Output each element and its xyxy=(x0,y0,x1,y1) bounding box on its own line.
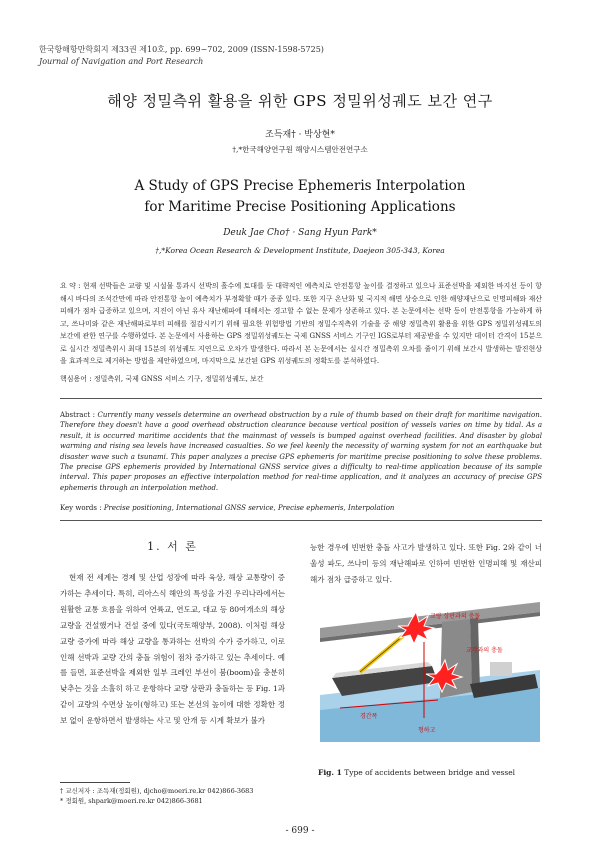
keywords-ko xyxy=(60,374,542,384)
page-number: - 699 - xyxy=(285,826,315,836)
footnote-rule xyxy=(60,782,130,783)
label-channel-width: 경간폭 xyxy=(360,713,378,720)
bridge-deck xyxy=(320,602,540,638)
paper-title-ko: 해양 정밀측위 활용을 위한 GPS 정밀위성궤도 보간 연구 xyxy=(107,92,493,110)
authors-en: Deuk Jae Cho† · Sang Hyun Park* xyxy=(223,228,377,238)
section-title: 1. 서 론 xyxy=(147,540,198,553)
paper-title-en xyxy=(0,176,600,218)
footnotes xyxy=(60,786,253,806)
label-deck-collision: 교량 상판과의 충돌 xyxy=(430,613,481,620)
label-clearance: 형하고 xyxy=(418,727,436,734)
body-text-left xyxy=(60,570,285,729)
keywords-en-text: Precise positioning, International GNSS service, Precise ephemeris, Interpolation xyxy=(103,504,395,512)
keywords-ko-text: 정밀측위, 국제 GNSS 서비스 기구, 정밀위성궤도, 보간 xyxy=(93,375,264,383)
paper-title-en-line1: A Study of GPS Precise Ephemeris Interpolation xyxy=(134,178,466,194)
label-pier-collision: 교각과의 충돌 xyxy=(466,647,503,654)
journal-info-ko: 한국항해항만학회지 제33권 제10호, pp. 699~702, 2009 (ISSN-1598-5725) xyxy=(39,45,324,54)
figure-caption-text: Type of accidents between bridge and vessel xyxy=(344,768,516,777)
affiliation-en: †,*Korea Ocean Research & Development Institute, Daejeon 305-343, Korea xyxy=(155,246,445,255)
footnote-corresponding: † 교신저자 : 조득재(정회원), djcho@moeri.re.kr 042)866-3683 xyxy=(60,787,254,795)
figure-bridge-accident xyxy=(320,600,540,742)
abstract-en xyxy=(60,410,542,493)
affiliation-ko: †,*한국해양연구원 해양시스템안전연구소 xyxy=(232,145,368,154)
keywords-ko-label: 핵심용어 : xyxy=(60,375,92,383)
figure-caption-label: Fig. 1 xyxy=(318,768,342,777)
divider xyxy=(60,398,542,399)
abstract-ko xyxy=(60,280,542,368)
body-left-paragraph: 현재 전 세계는 경제 및 산업 성장에 따라 육상, 해상 교통량이 증가하는 추세이다. 특히, 리아스식 해안의 특성을 가진 우리나라에서는 원활한 교통 흐름을 위하여 연륙교, 연도교, 대교 등 80여개소의 해상 교량을 건설했거나 건설 중에 있다(국토해양부, 2008). 이처럼 해상 교량 증가에 따라 해상 교량을 통과하는 선박의 수가 증가하고, 이로 인해 선박과 교량 간의 충돌 위험이 점차 증가하고 있는 추세이다. 예를 들면, 표준선박을 제외한 일부 크레인 부선이 붐(boom)을 충분히 낮추는 것을 소홀히 하고 운항하다 교량 상판과 충돌하는 등 Fig. 1과 같이 교량의 수면상 높이(형하고) 또는 본선의 높이에 대한 정확한 정보 없이 운항하면서 발생하는 사고 및 안개 등 시계 확보가 불가 xyxy=(60,573,285,726)
journal-header xyxy=(39,44,324,68)
figure-caption xyxy=(318,768,548,777)
abstract-ko-text: 현재 선박들은 교량 및 시설물 통과시 선박의 흘수에 토대를 둔 대략적인 예측치로 안전통항 높이를 결정하고 있으나 표준선박을 제외한 바지선 등이 항해시 바다의 조석간만에 따라 안전통항 높이 예측치가 부정확할 때가 종종 있다. 또한 지구 온난화 및 국지적 해면 상승으로 인한 해양재난으로 인명피해와 재산피해가 점차 급증하고 있으며, 지진이 아닌 유사 재난해파에 대해서는 경고할 수 없는 문제가 상존하고 있다. 본 논문에서는 선박 등이 안전통항을 가능하게 하고, 쓰나미와 같은 재난해파로부터 피해를 절감시키기 위해 필요한 위험방법 기반의 정밀수직측위 기술을 중 해양 정밀측위 활용을 위한 GPS 정밀위성궤도의 보간에 관한 연구를 수행하였다. 본 논문에서 사용하는 GPS 정밀위성궤도는 국제 GNSS 서비스 기구인 IGS로부터 제공받을 수 있지만 데이터 간격이 15분으로 실시간 정밀측위시 최대 15분의 위성궤도 지연으로 오차가 발생한다. 따라서 본 논문에서는 실시간 정밀측위 오차를 줄이기 위해 보간시 발생하는 발진현상을 효과적으로 제거하는 방법을 제안하였으며, 마지막으로 보간된 GPS 위성궤도의 정확도를 분석하였다. xyxy=(60,282,542,365)
keywords-en xyxy=(60,504,542,512)
keywords-en-label: Key words : xyxy=(60,504,102,512)
abstract-en-text: Currently many vessels determine an overhead obstruction by a rule of thumb based on their draft for maritime navigation. Therefore they doesn't have a good overhead obstruction clearance because vertical position of vessels varies on time by tidal. As a result, it is occurred maritime accidents that the mainmast of vessels is bumped against overhead facilities. And disaster by global warming and rising sea levels have increased casualties. So we feel keenly the necessity of warning system for not an earthquake but disaster wave such a tsunami. This paper analyzes a precise GPS ephemeris for maritime precise positioning to solve these problems. The precise GPS ephemeris provided by International GNSS service gives a difficulty to real-time application because of its sample interval. This paper proposes an effective interpolation method for real-time application, and it analyzes an accuracy of precise GPS ephemeris through an interpolation method. xyxy=(60,411,542,492)
footnote-member: * 정회원, shpark@moeri.re.kr 042)866-3681 xyxy=(60,797,203,805)
paper-title-en-line2: for Maritime Precise Positioning Applications xyxy=(144,199,456,215)
journal-name-en: Journal of Navigation and Port Research xyxy=(39,57,204,66)
body-text-right: 능한 경우에 빈번한 충돌 사고가 발생하고 있다. 또한 Fig. 2와 같이 너울성 파도, 쓰나미 등의 재난해파로 인하여 빈번한 인명피해 및 재산피해가 점차 급증하고 있다. xyxy=(310,543,542,584)
vessel-superstructure xyxy=(490,662,512,676)
authors-ko: 조득재† · 박상현* xyxy=(265,130,335,140)
abstract-ko-label: 요 약 : xyxy=(60,282,81,290)
abstract-en-label: Abstract : xyxy=(60,411,96,419)
divider xyxy=(60,520,542,521)
